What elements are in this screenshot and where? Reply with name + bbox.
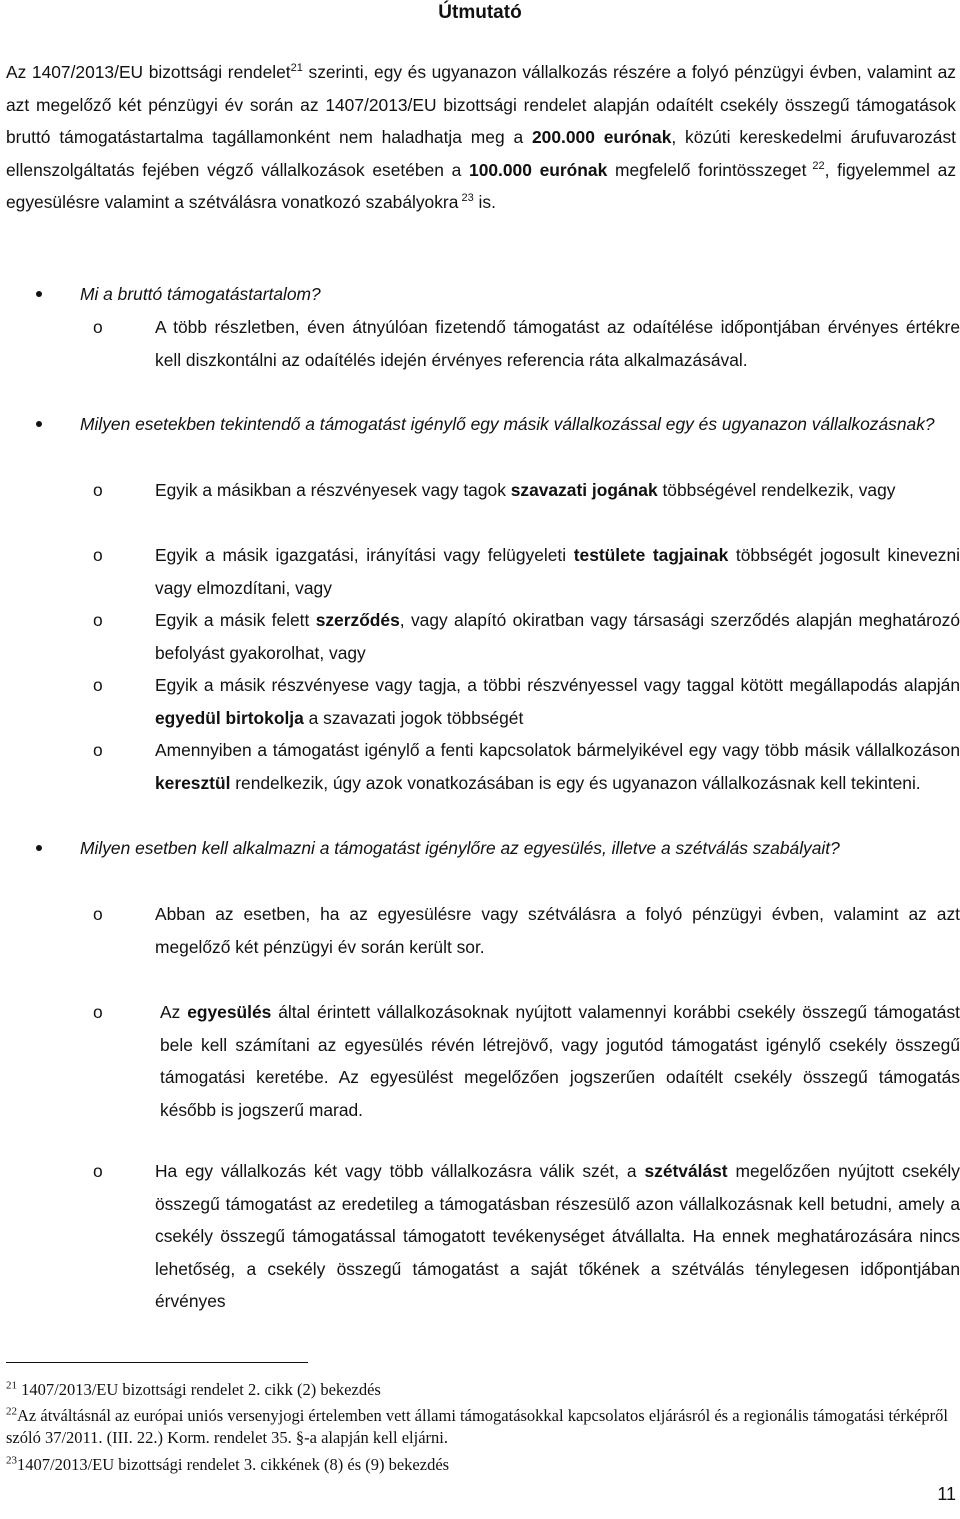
footnote-ref-23[interactable]: 23	[458, 192, 474, 205]
circle-bullet-icon: o	[93, 1002, 103, 1022]
circle-bullet-icon: o	[93, 740, 103, 760]
bullet-icon	[36, 421, 42, 427]
bullet-icon	[36, 291, 42, 297]
footnote-separator	[6, 1362, 308, 1363]
circle-bullet-icon: o	[93, 904, 103, 924]
circle-bullet-icon: o	[93, 545, 103, 565]
page-title: Útmutató	[438, 2, 522, 23]
footnote-ref-22[interactable]: 22	[806, 159, 825, 172]
list-item: o Ha egy vállalkozás két vagy több vállalkozásra válik szét, a szétválást megelőzően nyújtott csekély összegű támogatást az eredetileg a támogatásban részesülő azon vállalkozásnak kell betudni, amely a csekély összegű támogatással támogatott tevékenységet átvállalta. Ha ennek meghatározására nincs lehetőség, a csekély összegű támogatást a saját tőkének a szétválás ténylegesen időpontjában érvényes	[155, 1155, 960, 1318]
circle-bullet-icon: o	[93, 610, 103, 630]
list-item: o Egyik a másik részvényese vagy tagja, a többi részvényessel vagy taggal kötött megállapodás alapján egyedül birtokolja a szavazati jogok többségét	[155, 669, 960, 734]
list-item: o Amennyiben a támogatást igénylő a fenti kapcsolatok bármelyikével egy vagy több másik vállalkozáson keresztül rendelkezik, úgy azok vonatkozásában is egy és ugyanazon vállalkozásnak kell tekinteni.	[155, 734, 960, 799]
footnote-ref-21[interactable]: 21	[290, 62, 303, 75]
page-number: 11	[937, 1484, 956, 1504]
footnote-23: $^{23}$1407/2013/EU bizottsági rendelet 3. cikkének (8) és (9) bekezdés	[6, 1454, 450, 1474]
list-item: o Egyik a másik igazgatási, irányítási vagy felügyeleti testülete tagjainak többségét jogosult kinevezni vagy elmozdítani, vagy	[155, 539, 960, 604]
circle-bullet-icon: o	[93, 480, 103, 500]
footnote-22: $^{22}$Az átváltásnál az európai uniós versenyjogi értelemben vett állami támogatásokkal kapcsolatos eljárásról és a regionális támogatási térképről szóló 37/2011. (III. 22.) Korm. rendelet 35. §-a alapján kell eljárni.	[6, 1405, 949, 1447]
circle-bullet-icon: o	[93, 317, 103, 337]
circle-bullet-icon: o	[93, 675, 103, 695]
question-single-undertaking: Milyen esetekben tekintendő a támogatást igénylő egy másik vállalkozással egy és ugyanazon vállalkozásnak?	[80, 408, 958, 441]
question-merger-split: Milyen esetben kell alkalmazni a támogatást igénylőre az egyesülés, illetve a szétválás szabályait?	[80, 832, 958, 865]
bullet-icon	[36, 845, 42, 851]
list-item: o Egyik a másikban a részvényesek vagy tagok szavazati jogának többségével rendelkezik, vagy	[155, 474, 960, 507]
intro-paragraph: Az 1407/2013/EU bizottsági rendelet$^{21}$ szerinti, egy és ugyanazon vállalkozás részére a folyó pénzügyi évben, valamint az azt megelőző két pénzügyi év során az 1407/2013/EU bizottsági rendelet alapján odaítélt csekély összegű támogatások bruttó támogatástartalma tagállamonként nem haladhatja meg a 200.000 eurónak, közúti kereskedelmi árufuvarozást ellenszolgáltatás fejében végző vállalkozások esetében a 100.000 eurónak megfelelő forintösszeget $^{22}$, figyelemmel az egyesülésre valamint a szétválásra vonatkozó szabályokra $^{23}$ is.	[6, 62, 957, 212]
circle-bullet-icon: o	[93, 1161, 103, 1181]
list-item: o Az egyesülés által érintett vállalkozásoknak nyújtott valamennyi korábbi csekély összegű támogatást bele kell számítani az egyesülés révén létrejövő, vagy jogutód támogatást igénylő csekély összegű támogatási keretébe. Az egyesülést megelőzően jogszerűen odaítélt csekély összegű támogatás később is jogszerű marad.	[160, 996, 960, 1126]
list-item: o Egyik a másik felett szerződés, vagy alapító okiratban vagy társasági szerződés alapján meghatározó befolyást gyakorolhat, vagy	[155, 604, 960, 669]
footnote-21: $^{21}$ 1407/2013/EU bizottsági rendelet 2. cikk (2) bekezdés	[6, 1379, 381, 1399]
question-gross-aid: Mi a bruttó támogatástartalom?	[80, 278, 958, 311]
list-item: o Abban az esetben, ha az egyesülésre vagy szétválásra a folyó pénzügyi évben, valamint az azt megelőző két pénzügyi év során került sor.	[155, 898, 960, 963]
answer-gross-aid: o A több részletben, éven átnyúlóan fizetendő támogatást az odaítélése időpontjában érvényes értékre kell diszkontálni az odaítélés idején érvényes referencia ráta alkalmazásával.	[155, 311, 960, 376]
